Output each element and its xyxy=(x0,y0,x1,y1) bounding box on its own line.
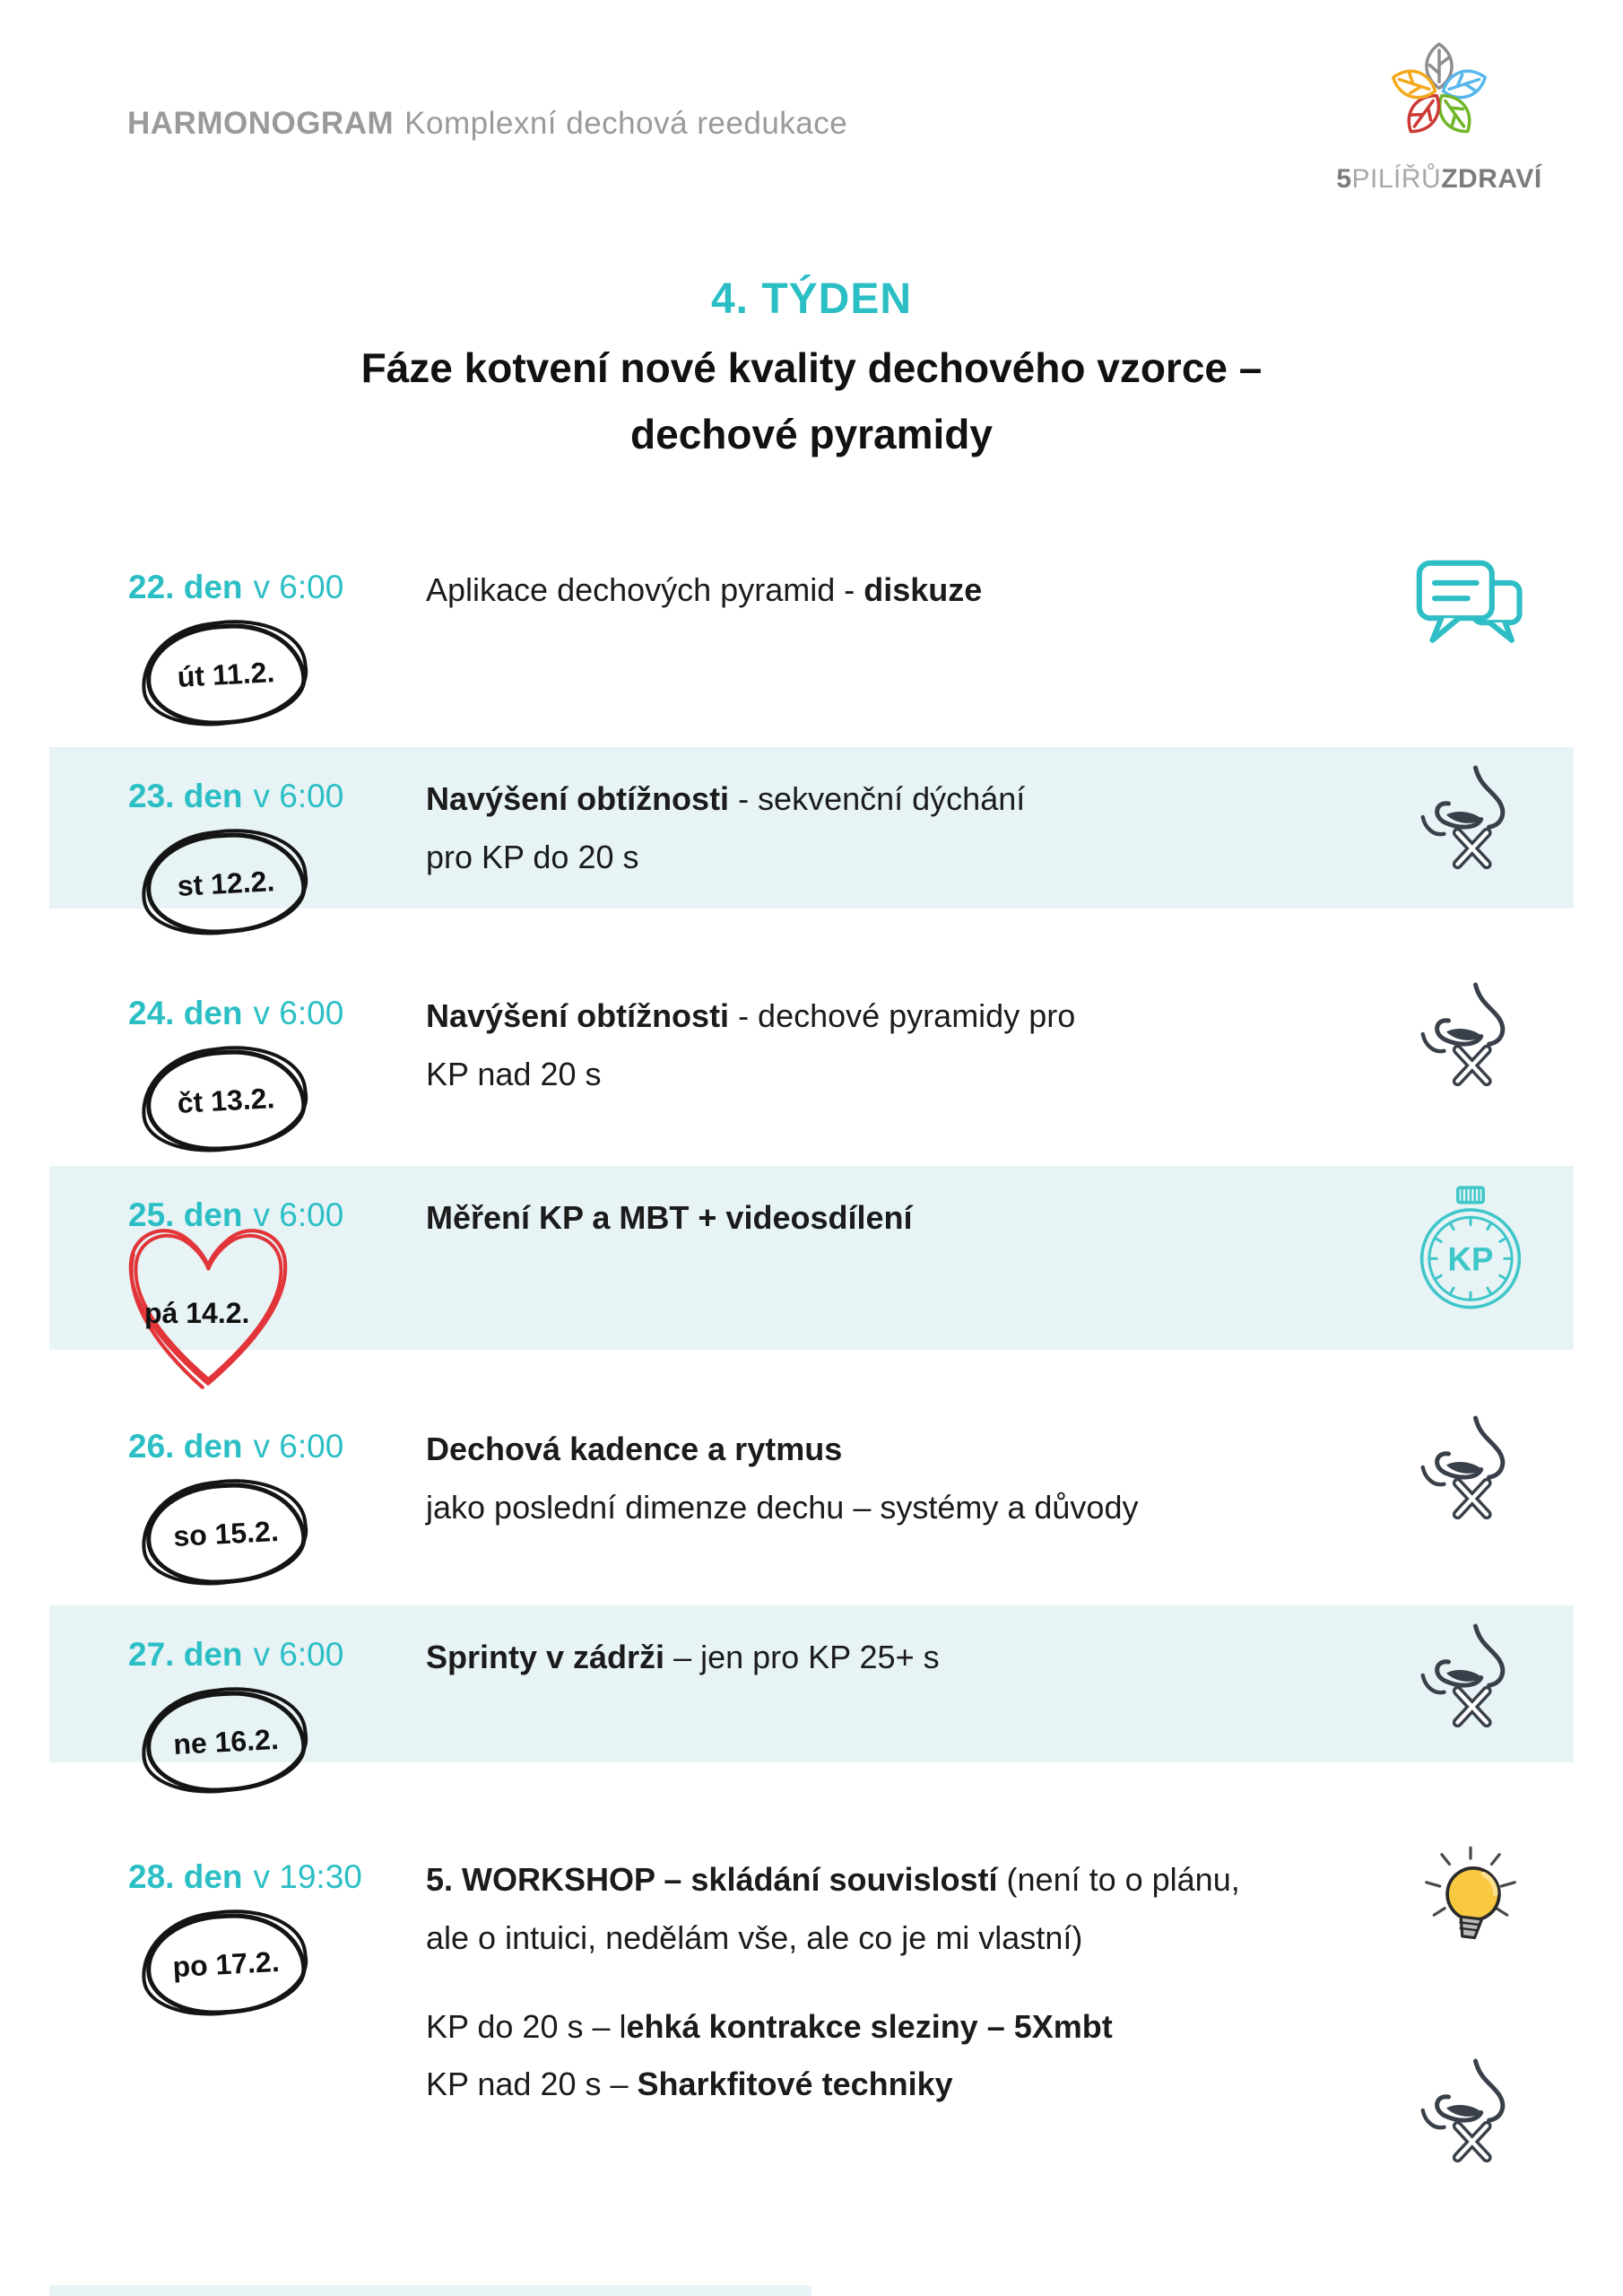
day-label xyxy=(128,1636,343,1674)
date-circle xyxy=(143,620,308,728)
week-heading-line1: Fáze kotvení nové kvality dechového vzorce – xyxy=(360,344,1263,391)
nasal-breathing-icon xyxy=(1415,1622,1527,1734)
day-time: v 6:00 xyxy=(253,1196,344,1233)
schedule-row xyxy=(49,747,1574,909)
day-number: 22. den xyxy=(128,569,243,605)
event-paragraph: Navýšení obtížnosti - sekvenční dýchání pro KP do 20 s xyxy=(426,780,1026,875)
event-paragraph: Sprinty v zádrži – jen pro KP 25+ s xyxy=(426,1639,940,1675)
event-description xyxy=(426,1189,1502,1278)
event-description xyxy=(426,987,1502,1135)
lightbulb-icon xyxy=(1418,1844,1523,1967)
schedule-row xyxy=(49,538,1574,718)
event-description xyxy=(426,1629,1502,1718)
nasal-breathing-icon xyxy=(1415,763,1527,875)
event-paragraph: KP do 20 s – lehká kontrakce sleziny – 5Xmbt KP nad 20 s – Sharkfitové techniky xyxy=(426,2007,1113,2103)
five-pillars-logo xyxy=(1318,25,1560,195)
date-label: st 12.2. xyxy=(176,864,276,902)
header-brand: HARMONOGRAM xyxy=(127,106,395,141)
heart-scribble-icon xyxy=(105,1189,311,1413)
nasal-breathing-icon xyxy=(1415,1413,1527,1526)
day-number: 25. den xyxy=(128,1196,243,1233)
row-icons xyxy=(1399,1182,1542,1314)
date-circle xyxy=(143,1687,308,1796)
week-heading-line2: dechové pyramidy xyxy=(630,410,993,457)
week-label: 4. TÝDEN xyxy=(710,275,913,323)
day-time: v 6:00 xyxy=(253,1428,344,1465)
event-paragraph: Měření KP a MBT + videosdílení xyxy=(426,1199,913,1236)
next-row-peek xyxy=(49,2285,812,2296)
row-icons xyxy=(1399,980,1542,1092)
event-description xyxy=(426,561,1502,650)
day-label xyxy=(128,1858,362,1896)
event-paragraph: 5. WORKSHOP – skládání souvislostí (není to o plánu, ale o intuici, nedělám vše, ale co je mi vlastní) xyxy=(426,1861,1240,1956)
date-label: ne 16.2. xyxy=(172,1722,280,1761)
row-icons xyxy=(1399,763,1542,875)
day-time: v 6:00 xyxy=(253,1636,344,1673)
event-description xyxy=(426,1851,1502,2144)
day-time: v 6:00 xyxy=(253,569,344,605)
event-description xyxy=(426,770,1502,918)
day-number: 26. den xyxy=(128,1428,243,1465)
schedule-row xyxy=(49,1166,1574,1350)
chat-icon xyxy=(1410,554,1532,656)
day-time: v 19:30 xyxy=(253,1858,362,1895)
date-circle xyxy=(143,1479,308,1587)
day-time: v 6:00 xyxy=(253,995,344,1031)
logo-text-5: 5 xyxy=(1336,164,1352,194)
document-header xyxy=(127,106,847,142)
day-number: 23. den xyxy=(128,778,243,814)
kp-stopwatch-icon xyxy=(1412,1182,1529,1314)
day-label xyxy=(128,778,343,815)
row-icons xyxy=(1399,1413,1542,1526)
date-label: so 15.2. xyxy=(172,1514,280,1552)
logo-text-health: ZDRAVÍ xyxy=(1441,164,1542,194)
date-label: út 11.2. xyxy=(176,655,276,693)
day-label xyxy=(128,995,343,1032)
row-icons xyxy=(1399,554,1542,656)
logo-text xyxy=(1318,164,1560,195)
schedule-row xyxy=(49,1605,1574,1762)
event-paragraph: Aplikace dechových pyramid - diskuze xyxy=(426,571,983,608)
day-number: 28. den xyxy=(128,1858,243,1895)
nasal-breathing-icon xyxy=(1415,2057,1527,2169)
logo-text-pillars: PILÍŘŮ xyxy=(1351,164,1442,194)
row-icons xyxy=(1399,1844,1542,2169)
schedule-row xyxy=(49,1397,1574,1581)
date-circle xyxy=(143,1909,308,2018)
date-circle xyxy=(143,1046,308,1154)
header-title: Komplexní dechová reedukace xyxy=(404,106,848,141)
day-label xyxy=(128,569,343,606)
svg-text:KP: KP xyxy=(1447,1240,1494,1278)
date-label: po 17.2. xyxy=(171,1944,281,1983)
event-paragraph: Dechová kadence a rytmus jako poslední dimenze dechu – systémy a důvody xyxy=(426,1431,1139,1526)
event-paragraph: Navýšení obtížnosti - dechové pyramidy pro KP nad 20 s xyxy=(426,997,1076,1092)
date-circle xyxy=(143,829,308,937)
row-icons xyxy=(1399,1622,1542,1734)
week-heading xyxy=(0,335,1623,467)
logo-leaves-icon xyxy=(1372,25,1506,160)
date-label: pá 14.2. xyxy=(144,1297,250,1329)
day-number: 24. den xyxy=(128,995,243,1031)
schedule-row xyxy=(49,1828,1574,2124)
nasal-breathing-icon xyxy=(1415,980,1527,1092)
schedule-row xyxy=(49,964,1574,1148)
day-time: v 6:00 xyxy=(253,778,344,814)
day-label xyxy=(128,1428,343,1465)
event-description xyxy=(426,1421,1502,1568)
date-label: čt 13.2. xyxy=(176,1081,276,1119)
day-number: 27. den xyxy=(128,1636,243,1673)
